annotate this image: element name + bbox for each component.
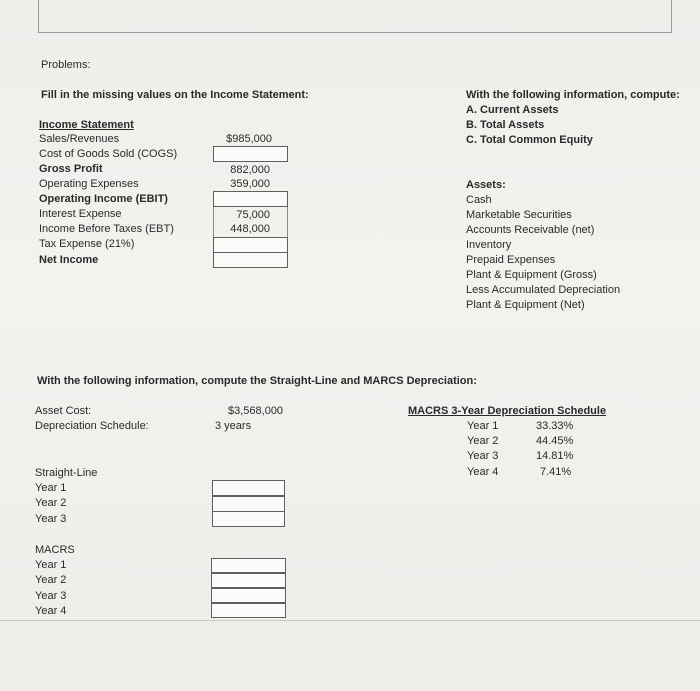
macrs-table-rate-2: 44.45%	[536, 435, 574, 447]
tax-input-cell[interactable]	[213, 237, 288, 253]
value-operating-expenses: 359,000	[230, 178, 270, 190]
asset-accounts-receivable: Accounts Receivable (net)	[466, 224, 595, 236]
macrs-table-year-4: Year 4	[467, 466, 499, 478]
macrs-table-rate-3: 14.81%	[536, 450, 574, 462]
macrs-year-4-input[interactable]	[211, 603, 286, 618]
row-label-ebt: Income Before Taxes (EBT)	[39, 223, 174, 235]
straight-line-label: Straight-Line	[35, 467, 98, 479]
income-instruction: Fill in the missing values on the Income Statement:	[41, 89, 309, 101]
asset-marketable-securities: Marketable Securities	[466, 209, 572, 221]
macrs-table-rate-1: 33.33%	[536, 420, 574, 432]
macrs-year-2-input[interactable]	[211, 573, 286, 588]
asset-accumulated-depreciation: Less Accumulated Depreciation	[466, 284, 621, 296]
net-income-input-cell[interactable]	[213, 252, 288, 268]
value-ebt: 448,000	[230, 223, 270, 235]
macrs-table-year-2: Year 2	[467, 435, 499, 447]
row-label-sales: Sales/Revenues	[39, 133, 120, 145]
cogs-input-cell[interactable]	[213, 146, 288, 162]
compute-item-b: B. Total Assets	[466, 119, 545, 131]
macrs-table-header: MACRS 3-Year Depreciation Schedule	[408, 405, 607, 417]
row-label-tax: Tax Expense (21%)	[39, 238, 135, 250]
row-label-interest: Interest Expense	[39, 208, 122, 220]
sl-year-1-label: Year 1	[35, 482, 67, 494]
asset-cost-value: $3,568,000	[228, 405, 284, 417]
problems-label: Problems:	[41, 59, 91, 71]
macrs-table-year-1: Year 1	[467, 420, 499, 432]
macrs-label: MACRS	[35, 544, 75, 556]
asset-plant-net: Plant & Equipment (Net)	[466, 299, 585, 311]
sl-year-3-input[interactable]	[212, 511, 285, 527]
compute-item-c: C. Total Common Equity	[466, 134, 593, 146]
ebit-input-cell[interactable]	[213, 191, 288, 207]
macrs-year-4-label: Year 4	[35, 605, 67, 617]
macrs-year-1-label: Year 1	[35, 559, 67, 571]
macrs-year-3-label: Year 3	[35, 590, 67, 602]
row-label-net-income: Net Income	[39, 254, 99, 266]
compute-item-a: A. Current Assets	[466, 104, 559, 116]
assets-header: Assets:	[466, 179, 506, 191]
macrs-year-1-input[interactable]	[211, 558, 286, 573]
asset-prepaid-expenses: Prepaid Expenses	[466, 254, 556, 266]
macrs-table-year-3: Year 3	[467, 450, 499, 462]
macrs-table-rate-4: 7.41%	[540, 466, 572, 478]
sl-year-2-input[interactable]	[212, 496, 285, 512]
sl-year-3-label: Year 3	[35, 513, 67, 525]
top-cell-border	[38, 0, 672, 33]
asset-inventory: Inventory	[466, 239, 512, 251]
sl-year-2-label: Year 2	[35, 497, 67, 509]
asset-cash: Cash	[466, 194, 492, 206]
value-gross-profit: 882,000	[230, 164, 270, 176]
value-sales: $985,000	[226, 133, 272, 145]
asset-plant-gross: Plant & Equipment (Gross)	[466, 269, 597, 281]
schedule-label: Depreciation Schedule:	[35, 420, 149, 432]
macrs-year-3-input[interactable]	[211, 588, 286, 603]
macrs-year-2-label: Year 2	[35, 574, 67, 586]
compute-heading: With the following information, compute:	[466, 89, 680, 101]
schedule-value: 3 years	[215, 420, 252, 432]
value-interest: 75,000	[236, 209, 270, 221]
row-label-operating-expenses: Operating Expenses	[39, 178, 139, 190]
income-statement-header: Income Statement	[39, 119, 134, 131]
row-label-ebit: Operating Income (EBIT)	[39, 193, 168, 205]
row-label-gross-profit: Gross Profit	[39, 163, 103, 175]
depreciation-instruction: With the following information, compute the Straight-Line and MARCS Depreciation:	[37, 375, 477, 387]
sl-year-1-input[interactable]	[212, 480, 285, 496]
row-label-cogs: Cost of Goods Sold (COGS)	[39, 148, 178, 160]
page-bottom-rule	[0, 620, 700, 621]
asset-cost-label: Asset Cost:	[35, 405, 92, 417]
